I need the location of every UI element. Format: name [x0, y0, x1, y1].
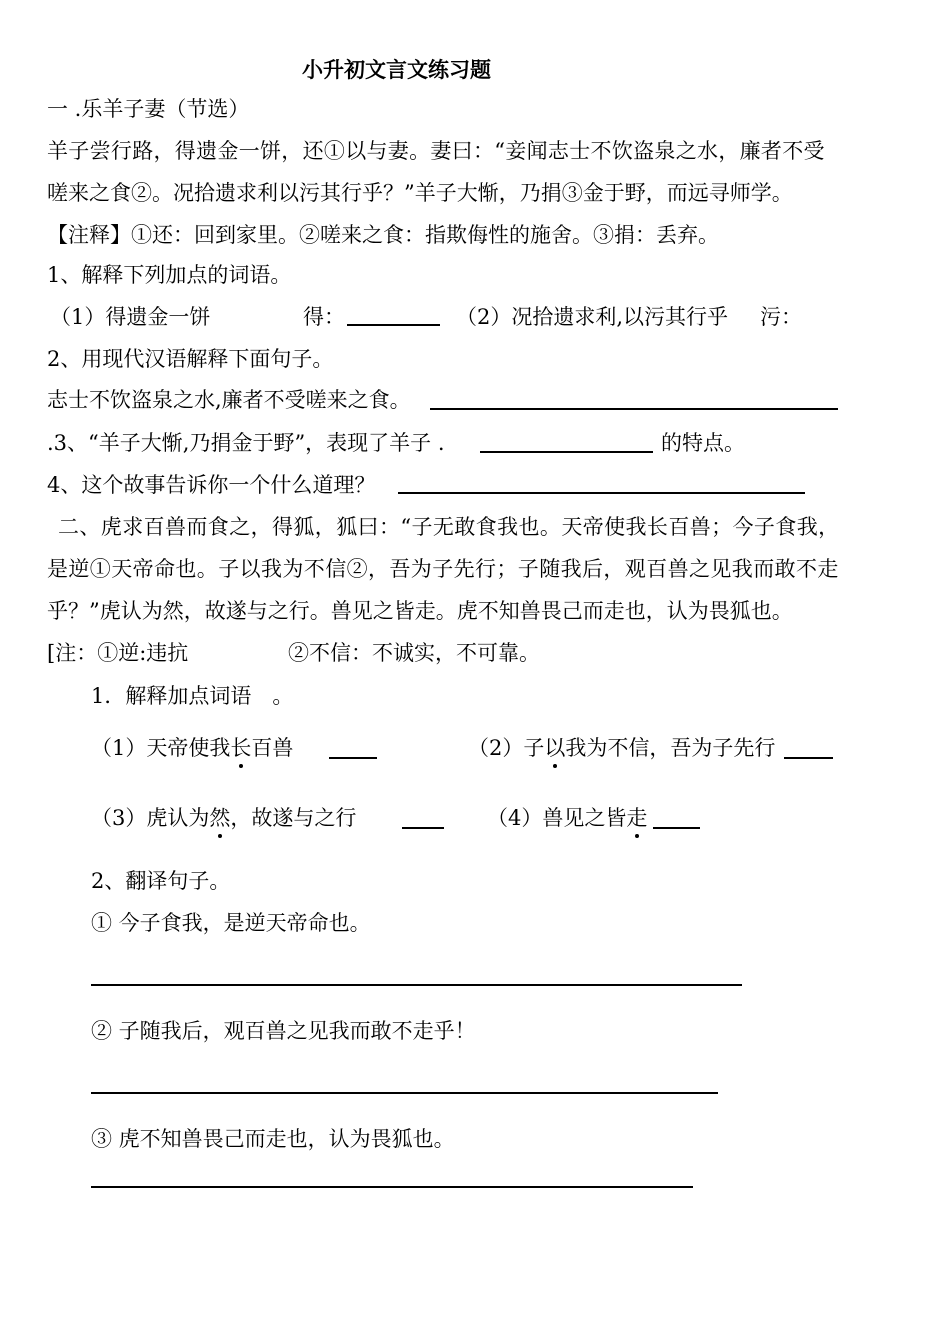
s2-q1-item4-answer-blank[interactable] [653, 827, 700, 829]
s2-q1-item1 [91, 738, 293, 759]
s2-q1-item2-dotted-word: 以 [544, 736, 566, 760]
section1-question4: 4、这个故事告诉你一个什么道理？ [47, 473, 376, 497]
s2-q1-item4 [487, 808, 647, 829]
section1-heading: 一 .乐羊子妻（节选） [47, 97, 250, 121]
s1-q2-sentence: 志士不饮盗泉之水,廉者不受嗟来之食。 [47, 388, 411, 412]
page-title: 小升初文言文练习题 [302, 57, 491, 82]
s2-q1-item2 [468, 738, 775, 759]
section2-question2: 2、翻译句子。 [91, 869, 231, 893]
s2-q1-item1-dotted-word: 长 [230, 736, 252, 760]
section2-notes-part2: ②不信：不诚实，不可靠。 [288, 641, 540, 665]
s1-q1-item1-word: 得： [303, 305, 345, 329]
s2-q1-item3-text-b: ，故遂与之行 [230, 806, 357, 830]
s2-q1-item3 [91, 808, 356, 829]
section2-passage-line2: 是逆①天帝命也。子以我为不信②，吾为子先行；子随我后，观百兽之见我而敢不走 [47, 557, 839, 581]
s2-q1-item3-dotted-word: 然 [209, 806, 231, 830]
s1-q1-item1: （1）得遗金一饼 [50, 305, 211, 329]
s2-translate-2-answer-line[interactable] [91, 1092, 718, 1094]
section2-passage-line1: 二、虎求百兽而食之，得狐，狐曰：“子无敢食我也。天帝使我长百兽；今子食我， [58, 515, 840, 539]
s2-q1-item2-text-b: 我为不信，吾为子先行 [565, 736, 776, 760]
section1-passage-line1: 羊子尝行路，得遗金一饼，还①以与妻。妻曰：“妾闻志士不饮盗泉之水，廉者不受 [47, 139, 825, 163]
section2-question1: 1．解释加点词语 。 [91, 684, 294, 708]
section1-notes: 【注释】①还：回到家里。②嗟来之食：指欺侮性的施舍。③捐：丢弃。 [47, 223, 719, 247]
s1-q1-item2: （2）况拾遗求利,以污其行乎 [456, 305, 729, 329]
section2-passage-line3: 乎？”虎认为然，故遂与之行。兽见之皆走。虎不知兽畏己而走也，认为畏狐也。 [47, 599, 793, 623]
s2-q1-item1-answer-blank[interactable] [329, 757, 377, 759]
section2-notes-part1: [注：①逆:违抗 [47, 641, 189, 665]
s1-q3-prefix: .3、“羊子大惭,乃捐金于野”，表现了羊子 . [47, 431, 445, 455]
s1-q4-answer-blank[interactable] [398, 492, 805, 494]
s1-q1-item2-word: 污： [760, 305, 802, 329]
s2-translate-3: ③ 虎不知兽畏己而走也，认为畏狐也。 [91, 1127, 455, 1151]
s2-q1-item1-text-b: 百兽 [251, 736, 294, 760]
s2-translate-1-answer-line[interactable] [91, 984, 742, 986]
s1-q2-answer-blank[interactable] [430, 408, 838, 410]
s2-q1-item3-text-a: （3）虎认为 [91, 806, 210, 830]
s2-translate-1: ① 今子食我，是逆天帝命也。 [91, 911, 371, 935]
s2-q1-item4-text-a: （4）兽见之皆 [487, 806, 627, 830]
s2-translate-3-answer-line[interactable] [91, 1186, 693, 1188]
s2-q1-item1-text-a: （1）天帝使我 [91, 736, 231, 760]
s2-q1-item3-answer-blank[interactable] [402, 827, 444, 829]
section1-question1: 1、解释下列加点的词语。 [47, 263, 292, 287]
section1-question2: 2、用现代汉语解释下面句子。 [47, 347, 334, 371]
s1-q3-suffix: 的特点。 [661, 431, 745, 455]
s2-q1-item2-text-a: （2）子 [468, 736, 545, 760]
s2-q1-item2-answer-blank[interactable] [784, 757, 833, 759]
s2-translate-2: ② 子随我后，观百兽之见我而敢不走乎！ [91, 1019, 476, 1043]
s1-q3-answer-blank[interactable] [480, 451, 653, 453]
s2-q1-item4-dotted-word: 走 [626, 806, 648, 830]
section1-passage-line2: 嗟来之食②。况拾遗求利以污其行乎？”羊子大惭，乃捐③金于野，而远寻师学。 [47, 181, 793, 205]
s1-q1-item1-answer-blank[interactable] [347, 324, 440, 326]
